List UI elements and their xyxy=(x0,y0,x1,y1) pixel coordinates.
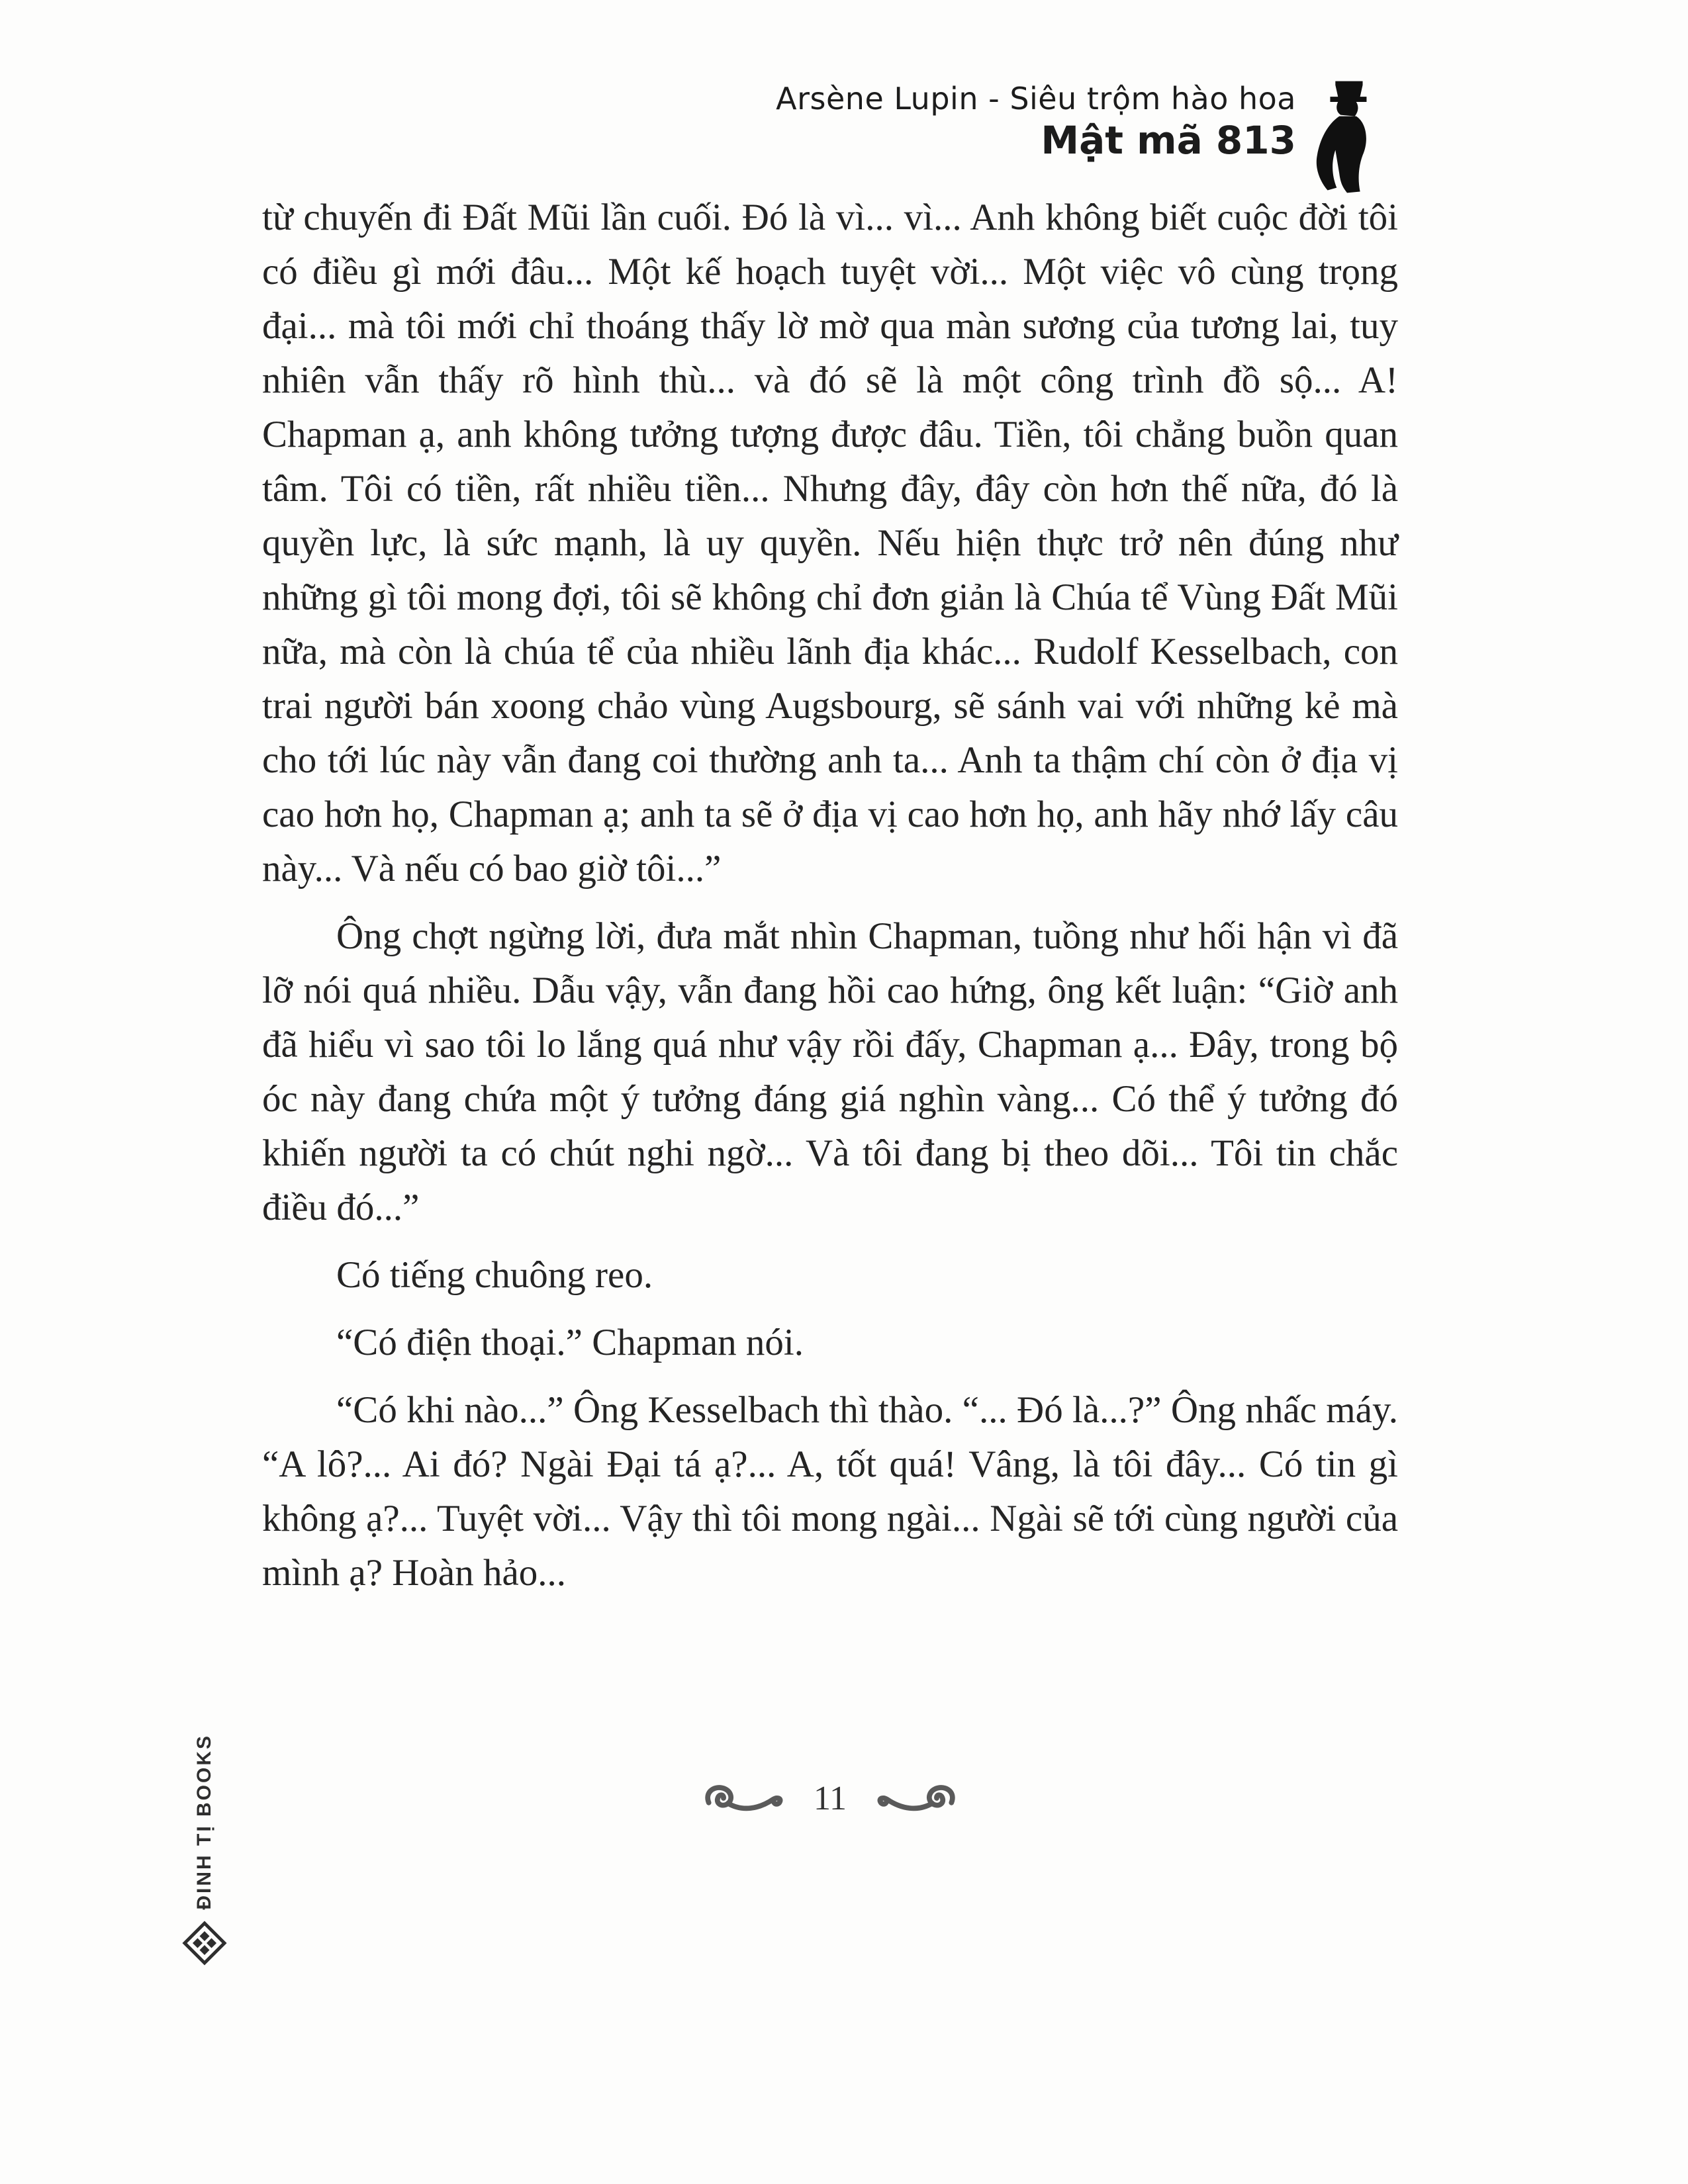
paragraph: “Có khi nào...” Ông Kesselbach thì thào. “... Đó là...?” Ông nhấc máy. “A lô?... Ai đó? Ngài Đại tá ạ?... A, tốt quá! Vâng, là tôi đây... Có tin gì không ạ?... Tuyệt vời... Vậy thì tôi mong ngài... Ngài sẽ tới cùng người của mình ạ? Hoàn hảo... xyxy=(262,1389,1398,1594)
publisher-mark xyxy=(180,1734,229,1966)
page-text xyxy=(262,191,1398,1614)
paragraph: Ông chợt ngừng lời, đưa mắt nhìn Chapman, tuồng như hối hận vì đã lỡ nói quá nhiều. Dẫu vậy, vẫn đang hồi cao hứng, ông kết luận: “Giờ anh đã hiểu vì sao tôi lo lắng quá như vậy rồi đấy, Chapman ạ... Đây, trong bộ óc này đang chứa một ý tưởng đáng giá nghìn vàng... Có thể ý tưởng đó khiến người ta có chút nghi ngờ... Và tôi đang bị theo dõi... Tôi tin chắc điều đó...” xyxy=(262,915,1398,1228)
paragraph: “Có điện thoại.” Chapman nói. xyxy=(336,1322,804,1363)
paragraph: từ chuyến đi Đất Mũi lần cuối. Đó là vì... vì... Anh không biết cuộc đời tôi có điều gì mới đâu... Một kế hoạch tuyệt vời... Một việc vô cùng trọng đại... mà tôi mới chỉ thoáng thấy lờ mờ qua màn sương của tương lai, tuy nhiên vẫn thấy rõ hình thù... và đó sẽ là một công trình đồ sộ... A! Chapman ạ, anh không tưởng tượng được đâu. Tiền, tôi chẳng buồn quan tâm. Tôi có tiền, rất nhiều tiền... Nhưng đây, đây còn hơn thế nữa, đó là quyền lực, là sức mạnh, là uy quyền. Nếu hiện thực trở nên đúng như những gì tôi mong đợi, tôi sẽ không chỉ đơn giản là Chúa tể Vùng Đất Mũi nữa, mà còn là chúa tể của nhiều lãnh địa khác... Rudolf Kesselbach, con trai người bán xoong chảo vùng Augsbourg, sẽ sánh vai với những kẻ mà cho tới lúc này vẫn đang coi thường anh ta... Anh ta thậm chí còn ở địa vị cao hơn họ, Chapman ạ; anh ta sẽ ở địa vị cao hơn họ, anh hãy nhớ lấy câu này... Và nếu có bao giờ tôi...” xyxy=(262,197,1398,889)
publisher-logo-icon xyxy=(182,1921,227,1966)
paragraph: Có tiếng chuông reo. xyxy=(336,1254,653,1296)
page-footer xyxy=(262,1779,1398,1818)
flourish-right-icon xyxy=(874,1782,958,1815)
page-header xyxy=(776,81,1382,193)
header-text xyxy=(776,81,1296,163)
publisher-name: ĐINH TỊ BOOKS xyxy=(193,1734,215,1910)
flourish-left-icon xyxy=(702,1782,786,1815)
series-title: Arsène Lupin - Siêu trộm hào hoa xyxy=(776,81,1296,116)
book-title: Mật mã 813 xyxy=(1041,118,1296,163)
page-number: 11 xyxy=(813,1780,847,1817)
lupin-silhouette-icon xyxy=(1311,81,1382,193)
